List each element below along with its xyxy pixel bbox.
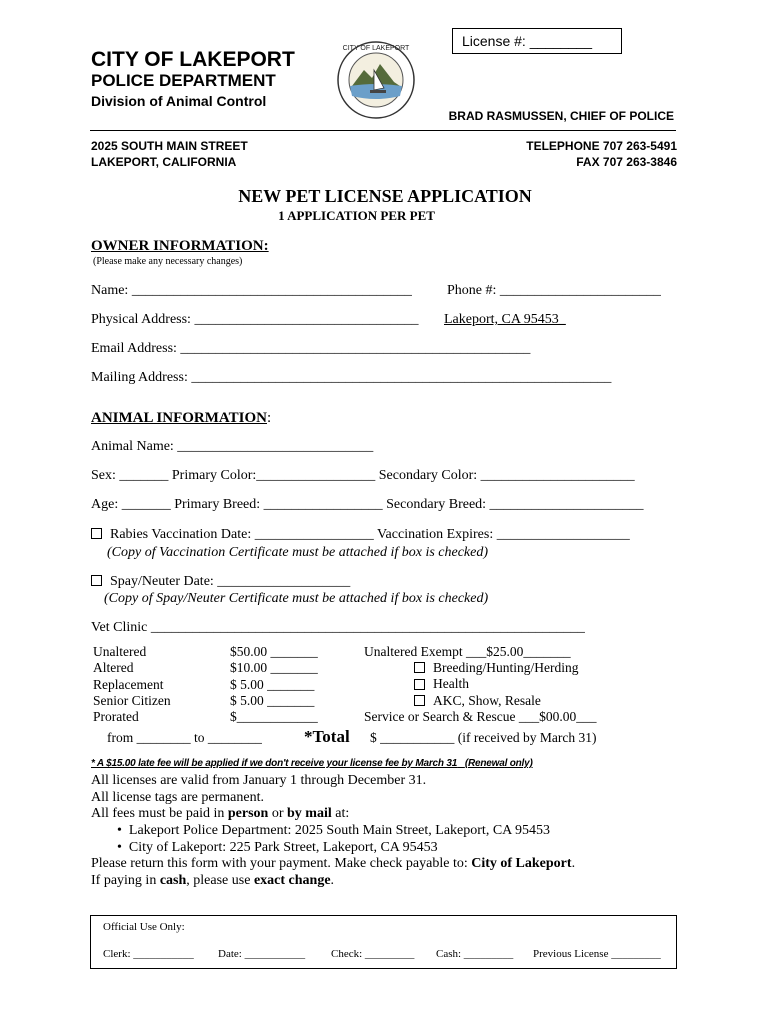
- return-instructions: [91, 856, 575, 872]
- fee-label-altered: Altered: [93, 660, 134, 676]
- fee-amounts: [230, 644, 318, 725]
- license-number-label: License #: ________: [462, 33, 592, 49]
- owner-info-note: (Please make any necessary changes): [93, 256, 243, 267]
- city-name: CITY OF LAKEPORT: [91, 48, 295, 71]
- fee-label-unaltered: Unaltered: [93, 644, 147, 659]
- official-check-field[interactable]: Check: _________: [331, 948, 415, 960]
- city-seal-icon: [336, 40, 416, 120]
- rabies-note: (Copy of Vaccination Certificate must be attached if box is checked): [107, 545, 489, 560]
- physical-address-field[interactable]: Physical Address: ________________________________: [91, 312, 419, 327]
- address-line-2: LAKEPORT, CALIFORNIA: [91, 155, 237, 169]
- cash-word: cash: [159, 873, 187, 888]
- rabies-row[interactable]: [91, 527, 630, 543]
- fax: FAX 707 263-3846: [576, 155, 677, 169]
- department-name: POLICE DEPARTMENT: [91, 71, 276, 90]
- akc-checkbox[interactable]: [414, 695, 425, 706]
- physical-address-city: Lakeport, CA 95453_: [444, 312, 566, 327]
- health-label: Health: [433, 676, 469, 692]
- breeding-checkbox[interactable]: [414, 662, 425, 673]
- cash-instructions: [91, 873, 334, 889]
- location-city: [117, 839, 550, 856]
- exempt-options: [414, 660, 578, 709]
- exempt-option-breeding: [414, 660, 578, 676]
- paid-or: or: [268, 806, 287, 821]
- total-label: *Total: [304, 727, 350, 746]
- animal-info-heading: [91, 410, 271, 427]
- fee-label-prorated: Prorated: [93, 709, 139, 725]
- late-fee-text: * A $15.00 late fee will be applied if we don't receive your license fee by March 31: [91, 758, 458, 769]
- rabies-checkbox[interactable]: [91, 528, 102, 539]
- owner-phone-field[interactable]: Phone #: _______________________: [447, 283, 661, 298]
- cash-pre: If paying in: [91, 873, 160, 888]
- form-title: NEW PET LICENSE APPLICATION: [238, 186, 532, 206]
- official-previous-license-field[interactable]: Previous License _________: [533, 948, 661, 960]
- sex-color-row[interactable]: Sex: _______ Primary Color:_________________ Secondary Color: ______________________: [91, 468, 635, 483]
- location-city-text: City of Lakeport: 225 Park Street, Lakeport, CA 95453: [128, 840, 438, 855]
- spay-neuter-checkbox[interactable]: [91, 575, 102, 586]
- vet-clinic-field[interactable]: Vet Clinic ______________________________________________________________: [91, 620, 585, 635]
- official-use-title: Official Use Only:: [103, 921, 185, 933]
- rabies-vaccination-field: Rabies Vaccination Date: _________________ Vaccination Expires: ___________________: [110, 527, 630, 542]
- fee-amount-unaltered[interactable]: $50.00 _______: [230, 644, 318, 659]
- cash-exact: exact change: [253, 873, 331, 888]
- akc-label: AKC, Show, Resale: [433, 692, 541, 708]
- fee-label-replacement: Replacement: [93, 676, 164, 692]
- animal-info-heading-text: ANIMAL INFORMATION: [91, 410, 267, 426]
- exempt-option-health: [414, 676, 578, 692]
- return-city: City of Lakeport: [471, 856, 572, 871]
- animal-info-heading-colon: :: [266, 410, 272, 426]
- mailing-address-field[interactable]: Mailing Address: ____________________________________________________________: [91, 370, 612, 385]
- valid-period-text: All licenses are valid from January 1 through December 31.: [91, 773, 427, 788]
- cash-post: .: [330, 873, 335, 888]
- return-pre: Please return this form with your payment. Make check payable to:: [91, 856, 472, 871]
- address-line-1: 2025 SOUTH MAIN STREET: [91, 139, 248, 153]
- return-post: .: [571, 856, 576, 871]
- official-clerk-field[interactable]: Clerk: ___________: [103, 948, 194, 960]
- bullet-icon: •: [117, 823, 129, 838]
- spay-note: (Copy of Spay/Neuter Certificate must be attached if box is checked): [104, 591, 489, 606]
- telephone: TELEPHONE 707 263-5491: [526, 139, 677, 153]
- paid-pre: All fees must be paid in: [91, 806, 228, 821]
- fee-labels: [93, 644, 171, 725]
- city-seal: [336, 40, 416, 120]
- official-cash-field[interactable]: Cash: _________: [436, 948, 514, 960]
- owner-info-heading: OWNER INFORMATION:: [91, 238, 269, 254]
- total-amount-field[interactable]: $ ___________ (if received by March 31): [370, 730, 597, 745]
- renewal-only-text: (Renewal only): [464, 758, 533, 769]
- paid-person: person: [227, 806, 269, 821]
- location-police: [117, 822, 550, 839]
- exempt-option-akc: [414, 693, 578, 709]
- official-date-field[interactable]: Date: ___________: [218, 948, 306, 960]
- spay-row[interactable]: [91, 574, 350, 590]
- cash-mid: , please use: [186, 873, 254, 888]
- payment-locations: [117, 822, 550, 856]
- animal-name-field[interactable]: Animal Name: ____________________________: [91, 439, 374, 454]
- division-name: Division of Animal Control: [91, 93, 267, 109]
- fee-amount-senior[interactable]: $ 5.00 _______: [230, 692, 315, 708]
- seal-text: CITY OF LAKEPORT: [342, 45, 410, 52]
- paid-mail: by mail: [287, 806, 332, 821]
- fee-label-senior: Senior Citizen: [93, 692, 171, 708]
- fee-amount-altered[interactable]: $10.00 _______: [230, 660, 318, 676]
- payment-method-text: [91, 806, 349, 822]
- fee-amount-replacement[interactable]: $ 5.00 _______: [230, 676, 315, 692]
- bullet-icon: •: [117, 840, 129, 855]
- service-rescue-field[interactable]: Service or Search & Rescue ___$00.00___: [364, 709, 597, 724]
- spay-neuter-field: Spay/Neuter Date: ___________________: [110, 574, 351, 589]
- email-address-field[interactable]: Email Address: __________________________________________________: [91, 341, 531, 356]
- unaltered-exempt-field[interactable]: Unaltered Exempt ___$25.00_______: [364, 644, 571, 659]
- late-fee-notice: [91, 758, 533, 769]
- form-subtitle: 1 APPLICATION PER PET: [278, 208, 435, 223]
- age-breed-row[interactable]: Age: _______ Primary Breed: _________________ Secondary Breed: ______________________: [91, 497, 644, 512]
- breeding-label: Breeding/Hunting/Herding: [433, 660, 579, 675]
- owner-name-field[interactable]: Name: ________________________________________: [91, 283, 412, 298]
- header-divider: [90, 130, 676, 131]
- health-checkbox[interactable]: [414, 679, 425, 690]
- license-number-box[interactable]: [452, 28, 622, 54]
- location-police-text: Lakeport Police Department: 2025 South Main Street, Lakeport, CA 95453: [128, 823, 550, 838]
- prorated-range-field[interactable]: from ________ to ________: [107, 730, 262, 745]
- paid-post: at:: [331, 806, 350, 821]
- permanent-tags-text: All license tags are permanent.: [91, 790, 264, 805]
- chief-name: BRAD RASMUSSEN, CHIEF OF POLICE: [448, 109, 674, 123]
- fee-amount-prorated[interactable]: $____________: [230, 709, 318, 725]
